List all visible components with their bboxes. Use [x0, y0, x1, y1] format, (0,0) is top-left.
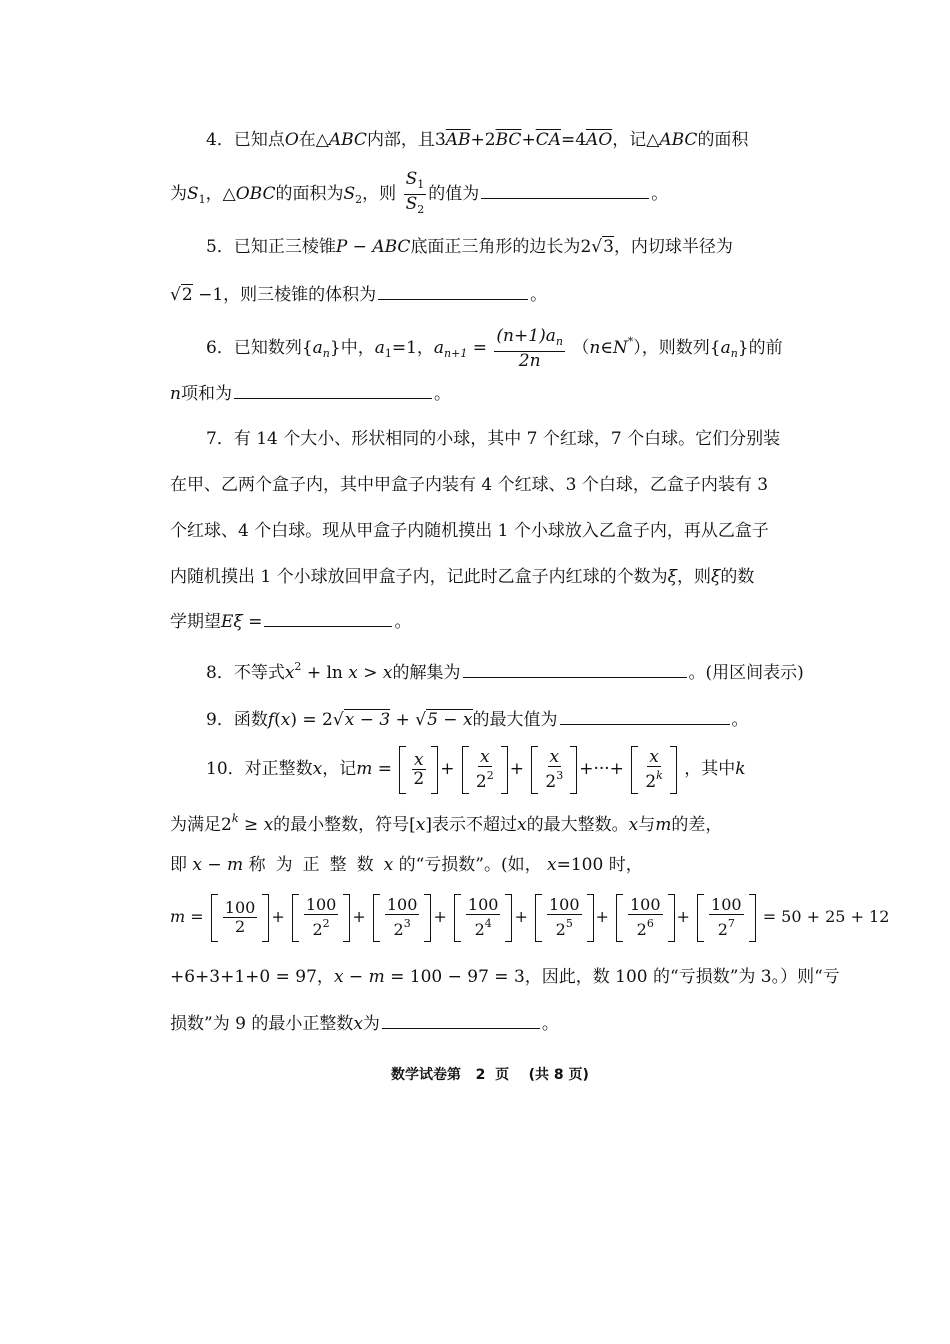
- q4-op: +2: [470, 130, 496, 150]
- floor-100-over-2-7: [697, 894, 756, 942]
- q10-text: 的“亏损数”。(如，: [398, 855, 542, 875]
- var-x: x: [382, 663, 393, 683]
- q6-text: 项和为: [180, 384, 232, 404]
- q10-text: 的最小整数，符号[: [273, 815, 416, 835]
- denominator: 2: [555, 920, 566, 939]
- denominator: 2n: [518, 351, 541, 371]
- denominator: 2: [413, 769, 425, 789]
- q6-line2: [170, 378, 451, 409]
- q6-text: 6．已知数列{: [206, 338, 313, 358]
- q9-text: 9．函数: [206, 710, 268, 730]
- q4-text: 4．已知点: [206, 130, 285, 150]
- q10-text: 10．对正整数: [206, 759, 313, 779]
- superscript: *: [627, 335, 634, 348]
- q10-text: =100 时，: [556, 855, 643, 875]
- q5-text: 。: [530, 285, 548, 305]
- q5-text: ，则三棱锥的体积为: [223, 285, 377, 305]
- q10-op: +: [433, 907, 447, 926]
- q4-text: 为: [170, 184, 187, 204]
- var-f: f: [267, 710, 275, 730]
- var-x: x: [547, 855, 557, 875]
- var-n: n: [170, 384, 181, 404]
- q5-op: −1: [192, 285, 224, 305]
- q5-coef: 2: [580, 237, 592, 257]
- var-x: x: [263, 815, 274, 835]
- sqrt-3: 3: [603, 237, 614, 257]
- q10-text: 与: [638, 815, 656, 835]
- q5-line2: √2 −1，则三棱锥的体积为 。: [170, 279, 547, 310]
- superscript: 2: [322, 917, 330, 930]
- vector-BC: $\overline{BC}$: [495, 130, 522, 150]
- var-m: m: [356, 759, 373, 779]
- q4-op: +: [521, 130, 536, 150]
- superscript: 4: [484, 917, 492, 930]
- q10-text: ，其中: [684, 759, 736, 779]
- floor-x-over-2-2: [462, 746, 508, 794]
- superscript: k: [656, 769, 663, 782]
- q4-text: 内部，且: [366, 130, 435, 150]
- q10-text: ]表示不超过: [425, 815, 518, 835]
- var-ABC: ABC: [372, 237, 411, 257]
- q5-line1: 5．已知正三棱锥P − ABC底面正三角形的边长为2√3，内切球半径为: [206, 237, 733, 257]
- var-ABC: ABC: [328, 130, 367, 150]
- subscript: 1: [198, 193, 206, 206]
- q10-op: +: [271, 907, 285, 926]
- numerator: 100: [224, 898, 256, 917]
- var-x: x: [312, 759, 323, 779]
- var-S: S: [405, 169, 418, 189]
- var-x: x: [415, 815, 426, 835]
- q4-text: 的面积为: [275, 184, 344, 204]
- q10-line6: [170, 1008, 559, 1039]
- var-x: x: [383, 855, 394, 875]
- var-x: x: [480, 747, 490, 767]
- q7-text: 。: [394, 612, 412, 632]
- var-O: O: [284, 130, 299, 150]
- var-a: a: [374, 338, 385, 358]
- floor-100-over-2-3: [373, 894, 432, 942]
- q5-text: ，内切球半径为: [613, 237, 733, 257]
- subscript: 1: [417, 178, 425, 191]
- denominator: 2: [545, 772, 557, 792]
- subscript: n: [555, 335, 563, 348]
- subscript: n: [730, 347, 738, 360]
- q5-text: 底面正三角形的边长为: [410, 237, 581, 257]
- q8-op: >: [357, 663, 383, 683]
- q6-text: ），则数列{: [633, 338, 721, 358]
- floor-100-over-2-2: [292, 894, 351, 942]
- q10-line2: [170, 804, 722, 840]
- q10-text: 称为正整数: [248, 855, 384, 875]
- var-x: x: [348, 663, 358, 683]
- q10-text: 的最大整数。: [526, 815, 629, 835]
- var-x: x: [549, 747, 560, 767]
- q7-line3: 个红球、4 个白球。现从甲盒子内随机摸出 1 个小球放入乙盒子内，再从乙盒子: [170, 521, 769, 541]
- answer-blank-q5[interactable]: [378, 279, 528, 300]
- floor-100-over-2-6: [616, 894, 675, 942]
- var-Exi: Eξ: [221, 612, 243, 632]
- numerator: 100: [711, 895, 742, 914]
- subscript: n: [322, 347, 330, 360]
- q4-text: ，记△: [612, 130, 660, 150]
- q10-num: 2: [221, 815, 232, 835]
- q4-line2: [170, 170, 668, 220]
- q7-text: 内随机摸出 1 个小球放回甲盒子内，记此时乙盒子内红球的个数为: [170, 567, 668, 587]
- q10-text: 为: [362, 1014, 380, 1034]
- superscript: 3: [403, 917, 411, 930]
- sqrt-5-minus-x: 5 − x: [427, 710, 473, 730]
- q8-text: 。(用区间表示): [688, 663, 804, 683]
- q10-line1: [206, 744, 746, 794]
- answer-blank-q7[interactable]: [264, 606, 392, 627]
- numerator: 100: [630, 895, 661, 914]
- var-n: n: [589, 338, 601, 358]
- fraction-recurrence: [494, 327, 565, 370]
- q10-op: ≥: [238, 815, 264, 835]
- superscript: 5: [565, 917, 573, 930]
- var-S2: S: [343, 184, 356, 204]
- q6-text: }的前: [737, 338, 783, 358]
- subscript: n+1: [444, 347, 468, 360]
- denominator: 2: [475, 772, 487, 792]
- q4-text: 的面积: [697, 130, 749, 150]
- q10-op: +: [352, 907, 366, 926]
- sqrt-x-minus-3: x − 3: [344, 710, 391, 730]
- var-S: S: [405, 194, 418, 214]
- q10-op: =: [185, 907, 204, 926]
- q4-text: 。: [651, 184, 669, 204]
- q6-text: =1，: [391, 338, 434, 358]
- expr-x-minus-m: x − m: [333, 967, 385, 987]
- q8-text: 8．不等式: [206, 663, 285, 683]
- q4-text: 在△: [298, 130, 329, 150]
- answer-blank-q8[interactable]: [463, 657, 687, 678]
- q10-text: = 100 − 97 = 3，因此，数 100 的“亏损数”为 3。）则“亏: [384, 967, 840, 987]
- q10-op: +: [440, 759, 455, 779]
- q10-text: 即: [170, 855, 187, 875]
- numerator: (n+1)a: [496, 326, 556, 346]
- q4-line1: [206, 125, 748, 155]
- floor-100-over-2: [211, 894, 270, 942]
- q7-op: =: [242, 612, 263, 632]
- q5-text: 5．已知正三棱锥: [206, 237, 336, 257]
- q10-line5: [170, 962, 840, 992]
- q9-op: (: [274, 710, 281, 730]
- var-a: a: [312, 338, 323, 358]
- var-x: x: [284, 663, 295, 683]
- floor-x-over-2-3: [531, 746, 577, 794]
- page-footer: 数学试卷第 2 页 (共 8 页): [391, 1067, 589, 1083]
- q10-line4: [170, 890, 889, 944]
- q7-text: ，则: [677, 567, 711, 587]
- q4-text: ，则: [362, 184, 397, 204]
- q10-sum: = 50 + 25 + 12: [762, 907, 890, 926]
- q6-line1: [206, 322, 783, 374]
- denominator: 2: [645, 772, 657, 792]
- q9-line: 9．函数f(x) = 2√x − 3 + √5 − x的最大值为 。: [206, 704, 749, 735]
- var-x: x: [280, 710, 291, 730]
- var-x: x: [414, 750, 424, 770]
- q10-text: +6+3+1+0 = 97，: [170, 967, 334, 987]
- numerator: 100: [548, 895, 580, 914]
- var-a: a: [433, 338, 445, 358]
- q6-op: ∈: [600, 338, 613, 358]
- q6-text: 。: [433, 384, 451, 404]
- q10-text: ，记: [322, 759, 357, 779]
- q6-text: }中，: [329, 338, 375, 358]
- denominator: 2: [636, 920, 647, 939]
- q8-line: [206, 652, 804, 688]
- q7-line1: 7．有 14 个大小、形状相同的小球，其中 7 个红球，7 个白球。它们分别装: [206, 429, 781, 449]
- q7-text: 的数: [720, 567, 755, 587]
- q10-line3: [170, 850, 643, 880]
- q9-op: +: [390, 710, 416, 730]
- vector-AO: $\overline{AO}$: [586, 130, 613, 150]
- q5-op: −: [347, 237, 373, 257]
- q10-text: 损数”为 9 的最小正整数: [170, 1014, 354, 1034]
- superscript: 7: [727, 917, 735, 930]
- vector-AB: $\overline{AB}$: [445, 130, 471, 150]
- q10-text: 为满足: [170, 815, 221, 835]
- answer-blank-q10[interactable]: [382, 1008, 540, 1029]
- q4-text: 的值为: [428, 184, 480, 204]
- q10-op: =: [372, 759, 393, 779]
- subscript: 2: [417, 203, 425, 216]
- var-m: m: [655, 815, 672, 835]
- q10-text: 的差，: [671, 815, 723, 835]
- q10-op: +: [514, 907, 528, 926]
- superscript: 2: [486, 769, 494, 782]
- subscript: 2: [355, 193, 363, 206]
- var-xi: ξ: [711, 567, 721, 587]
- q4-coef: 3: [434, 130, 446, 150]
- q8-text: 的解集为: [392, 663, 461, 683]
- q10-op: +: [509, 759, 524, 779]
- superscript: 2: [294, 660, 302, 673]
- var-P: P: [335, 237, 348, 257]
- floor-100-over-2-5: [535, 894, 594, 942]
- q7-text: 学期望: [170, 612, 221, 632]
- superscript: k: [231, 812, 239, 825]
- var-xi: ξ: [667, 567, 677, 587]
- numerator: 100: [386, 895, 418, 914]
- var-m: m: [170, 907, 186, 926]
- denominator: 2: [717, 920, 728, 939]
- denominator: 2: [312, 920, 323, 939]
- q4-text: ，△: [205, 184, 236, 204]
- sqrt-2: 2: [181, 285, 193, 305]
- var-k: k: [735, 759, 746, 779]
- answer-blank-q4[interactable]: [481, 178, 649, 199]
- superscript: 3: [556, 769, 564, 782]
- denominator: 2: [474, 920, 485, 939]
- q9-text: 的最大值为: [472, 710, 558, 730]
- floor-100-over-2-4: [454, 894, 513, 942]
- answer-blank-q9[interactable]: [560, 704, 730, 725]
- q9-op: ) = 2: [290, 710, 333, 730]
- denominator: 2: [234, 917, 246, 936]
- expr-x-minus-m: x − m: [192, 855, 244, 875]
- var-N: N: [612, 338, 628, 358]
- q9-text: 。: [731, 710, 749, 730]
- var-OBC: OBC: [235, 184, 276, 204]
- fraction-S1-S2: [404, 170, 427, 219]
- q10-text: 。: [541, 1014, 559, 1034]
- q6-op: =: [467, 338, 488, 358]
- q8-op: + ln: [301, 663, 343, 683]
- floor-x-over-2-k: [631, 746, 677, 794]
- numerator: 100: [467, 895, 499, 914]
- superscript: 6: [646, 917, 654, 930]
- q7-line2: 在甲、乙两个盒子内，其中甲盒子内装有 4 个红球、3 个白球，乙盒子内装有 3: [170, 475, 769, 495]
- denominator: 2: [393, 920, 404, 939]
- floor-x-over-2: [399, 746, 438, 794]
- var-x: x: [517, 815, 527, 835]
- answer-blank-q6[interactable]: [234, 378, 432, 399]
- q10-op: +: [595, 907, 609, 926]
- q4-op: =4: [560, 130, 587, 150]
- q6-text: （: [572, 338, 590, 358]
- q10-op: +···+: [579, 759, 624, 779]
- q7-line4: [170, 562, 754, 592]
- var-x: x: [628, 815, 639, 835]
- numerator: 100: [305, 895, 337, 914]
- q7-line5: [170, 606, 411, 637]
- vector-CA: $\overline{CA}$: [535, 130, 561, 150]
- var-S1: S: [187, 184, 199, 204]
- q10-op: +: [676, 907, 690, 926]
- var-x: x: [649, 747, 659, 767]
- var-x: x: [353, 1014, 363, 1034]
- var-ABC: ABC: [659, 130, 698, 150]
- var-a: a: [720, 338, 731, 358]
- subscript: 1: [384, 347, 392, 360]
